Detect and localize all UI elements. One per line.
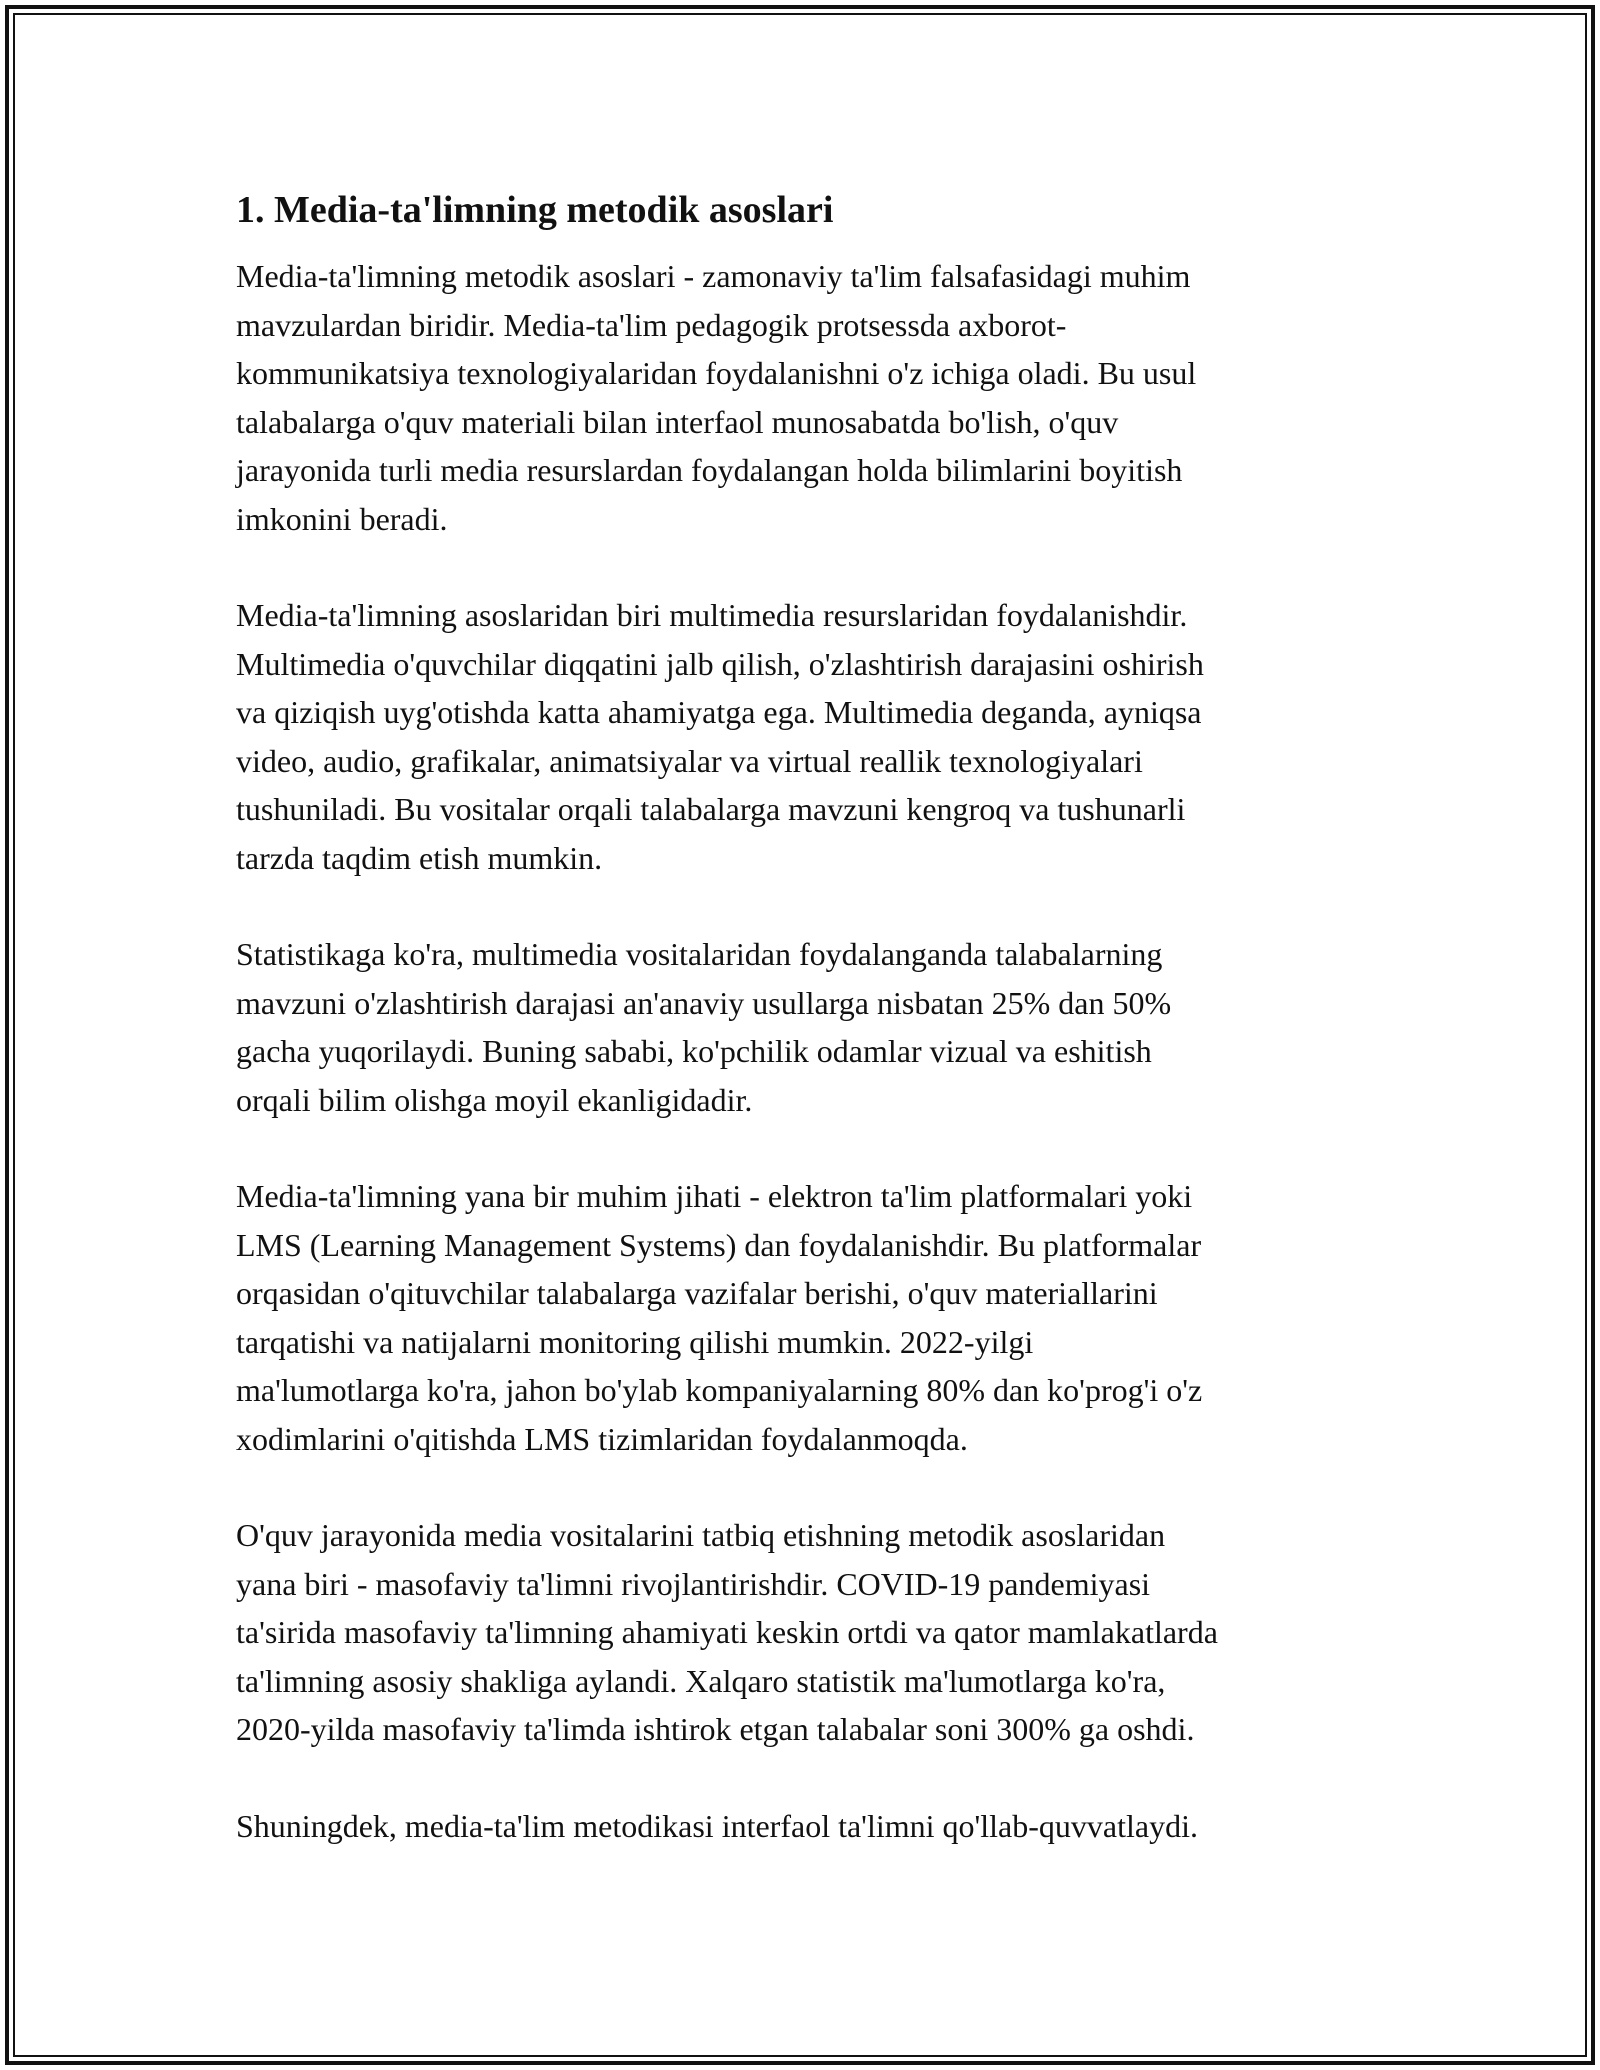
paragraph-line: yana biri - masofaviy ta'limni rivojlantirishdir. COVID-19 pandemiyasi	[236, 1565, 1151, 1602]
paragraph-line: tarzda taqdim etish mumkin.	[236, 839, 603, 876]
paragraph-line: orqali bilim olishga moyil ekanligidadir.	[236, 1081, 753, 1118]
paragraph	[236, 252, 1376, 543]
paragraph-line: kommunikatsiya texnologiyalaridan foydalanishni o'z ichiga oladi. Bu usul	[236, 355, 1197, 391]
paragraph-line: 2020-yilda masofaviy ta'limda ishtirok etgan talabalar soni 300% ga oshdi.	[236, 1711, 1195, 1747]
paragraph-line: tarqatishi va natijalarni monitoring qilishi mumkin. 2022-yilgi	[236, 1323, 1034, 1360]
paragraph-line: orqasidan o'qituvchilar talabalarga vazifalar berishi, o'quv materiallarini	[236, 1275, 1158, 1311]
paragraph-line: ta'limning asosiy shakliga aylandi. Xalqaro statistik ma'lumotlarga ko'ra,	[236, 1662, 1166, 1699]
paragraph-line: LMS (Learning Management Systems) dan foydalanishdir. Bu platformalar	[236, 1226, 1202, 1263]
paragraph-line: Multimedia o'quvchilar diqqatini jalb qilish, o'zlashtirish darajasini oshirish	[236, 645, 1204, 682]
paragraph	[236, 1802, 1376, 1851]
paragraph-line: video, audio, grafikalar, animatsiyalar va virtual reallik texnologiyalari	[236, 742, 1143, 779]
paragraph-line: mavzulardan biridir. Media-ta'lim pedagogik protsessda axborot-	[236, 306, 1067, 343]
paragraph-list	[236, 252, 1376, 1850]
section-heading: 1. Media-ta'limning metodik asoslari	[236, 189, 834, 231]
paragraph-line: tushuniladi. Bu vositalar orqali talabalarga mavzuni kengroq va tushunarli	[236, 791, 1186, 827]
paragraph	[236, 930, 1376, 1124]
paragraph	[236, 1172, 1376, 1463]
paragraph-line: va qiziqish uyg'otishda katta ahamiyatga ega. Multimedia deganda, ayniqsa	[236, 694, 1202, 730]
paragraph-line: mavzuni o'zlashtirish darajasi an'anaviy usullarga nisbatan 25% dan 50%	[236, 984, 1172, 1021]
paragraph-line: ta'sirida masofaviy ta'limning ahamiyati keskin ortdi va qator mamlakatlarda	[236, 1614, 1218, 1650]
paragraph-line: Media-ta'limning asoslaridan biri multimedia resurslaridan foydalanishdir.	[236, 597, 1188, 633]
paragraph-line: Statistikaga ko'ra, multimedia vositalaridan foydalanganda talabalarning	[236, 936, 1163, 972]
paragraph	[236, 591, 1376, 882]
paragraph-line: xodimlarini o'qitishda LMS tizimlaridan foydalanmoqda.	[236, 1420, 968, 1457]
paragraph	[236, 1511, 1376, 1754]
paragraph-line: ma'lumotlarga ko'ra, jahon bo'ylab kompaniyalarning 80% dan ko'prog'i o'z	[236, 1372, 1203, 1408]
paragraph-line: Media-ta'limning yana bir muhim jihati - elektron ta'lim platformalari yoki	[236, 1178, 1193, 1214]
paragraph-line: O'quv jarayonida media vositalarini tatbiq etishning metodik asoslaridan	[236, 1517, 1166, 1553]
paragraph-line: talabalarga o'quv materiali bilan interfaol munosabatda bo'lish, o'quv	[236, 403, 1119, 440]
paragraph-line: Shuningdek, media-ta'lim metodikasi interfaol ta'limni qo'llab-quvvatlaydi.	[236, 1807, 1198, 1844]
document-body	[236, 186, 1376, 1898]
paragraph-line: jarayonida turli media resurslardan foydalangan holda bilimlarini boyitish	[236, 452, 1183, 488]
paragraph-line: imkonini beradi.	[236, 500, 448, 537]
paragraph-line: Media-ta'limning metodik asoslari - zamonaviy ta'lim falsafasidagi muhim	[236, 258, 1191, 294]
paragraph-line: gacha yuqorilaydi. Buning sababi, ko'pchilik odamlar vizual va eshitish	[236, 1033, 1152, 1069]
